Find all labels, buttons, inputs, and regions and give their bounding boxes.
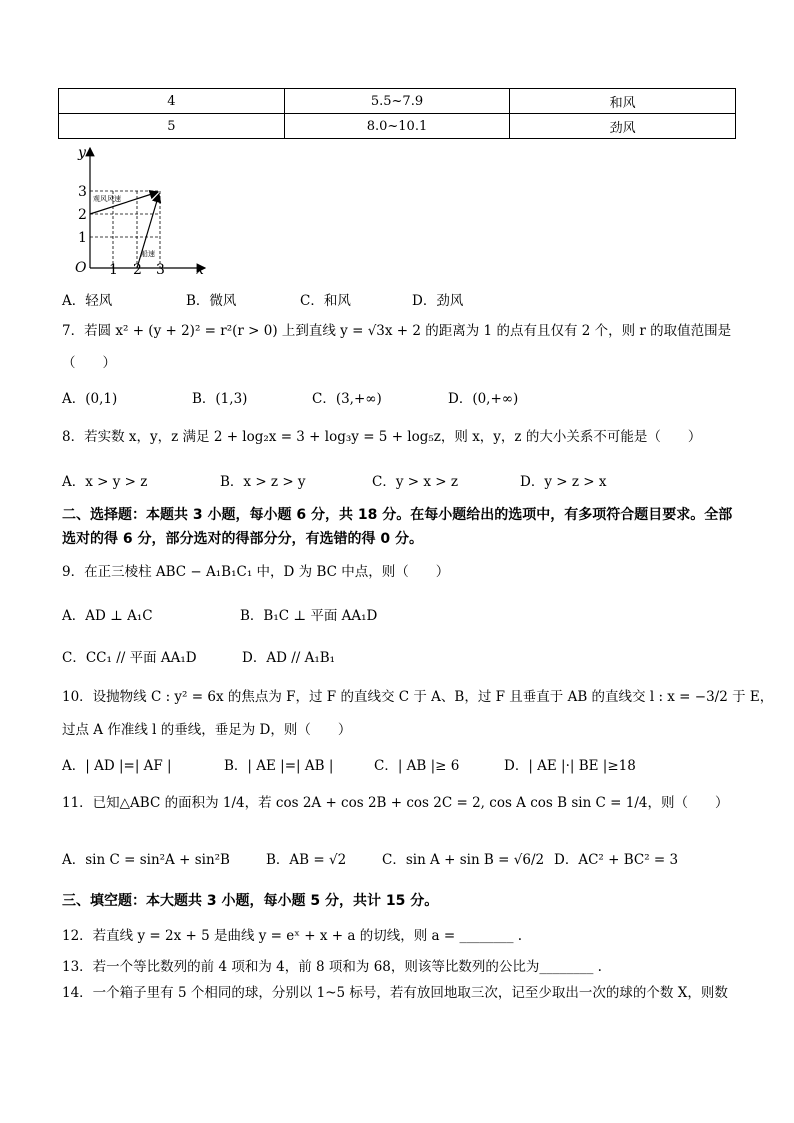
- option: C．CC₁ // 平面 AA₁D: [62, 650, 197, 666]
- q12-text: 12．若直线 y = 2x + 5 是曲线 y = eˣ + x + a 的切线，则 a = ________ .: [62, 928, 523, 944]
- option: A．| AD |=| AF |: [62, 758, 172, 774]
- table-cell: 5.5~7.9: [284, 89, 510, 114]
- q10-stem-line2: 过点 A 作准线 l 的垂线，垂足为 D，则（ ）: [62, 722, 352, 738]
- table-cell: 4: [59, 89, 285, 114]
- option: A．AD ⊥ A₁C: [62, 608, 153, 624]
- velocity-graph: [70, 143, 210, 278]
- q8-stem: 8．若实数 x，y，z 满足 2 + log₂x = 3 + log₃y = 5 + log₅z，则 x，y，z 的大小关系不可能是（ ）: [62, 429, 702, 445]
- option: C．(3,+∞): [312, 391, 382, 407]
- q7-paren: （ ）: [62, 355, 116, 371]
- table-cell: 5: [59, 114, 285, 139]
- option: C．y > x > z: [372, 474, 458, 490]
- q10-stem-line1: 10．设抛物线 C : y² = 6x 的焦点为 F，过 F 的直线交 C 于 A、B，过 F 且垂直于 AB 的直线交 l : x = −3/2 于 E，: [62, 689, 774, 705]
- q14-text: 14．一个箱子里有 5 个相同的球，分别以 1~5 标号，若有放回地取三次，记至少取出一次的球的个数 X，则数: [62, 985, 728, 1001]
- option: D．AC² + BC² = 3: [554, 852, 679, 868]
- ship-speed-label: 船速: [141, 250, 155, 258]
- x-axis-label: x: [196, 262, 204, 278]
- option: C．和风: [300, 293, 351, 309]
- option: B．AB = √2: [266, 852, 347, 868]
- x-tick-label: 2: [133, 262, 142, 278]
- table-cell: 劲风: [510, 114, 736, 139]
- y-tick-label: 1: [78, 230, 87, 246]
- option: A．sin C = sin²A + sin²B: [62, 852, 230, 868]
- y-tick-label: 3: [78, 184, 87, 200]
- option: B．B₁C ⊥ 平面 AA₁D: [240, 608, 378, 624]
- option: A．(0,1): [62, 391, 118, 407]
- option: D．| AE |·| BE |≥18: [504, 758, 636, 774]
- table-row: [59, 114, 736, 139]
- option: D．y > z > x: [520, 474, 607, 490]
- section-2-heading: 二、选择题：本题共 3 小题，每小题 6 分，共 18 分。在每小题给出的选项中，有多项符合题目要求。全部选对的得 6 分，部分选对的得部分分，有选错的得 0 分。: [62, 507, 733, 547]
- option: A．x > y > z: [62, 474, 148, 490]
- option: C．| AB |≥ 6: [374, 758, 460, 774]
- option: B．| AE |=| AB |: [224, 758, 334, 774]
- x-tick-label: 3: [156, 262, 165, 278]
- q13-text: 13．若一个等比数列的前 4 项和为 4，前 8 项和为 68，则该等比数列的公比为________ .: [62, 959, 602, 975]
- q7-stem: 7．若圆 x² + (y + 2)² = r²(r > 0) 上到直线 y = √3x + 2 的距离为 1 的点有且仅有 2 个，则 r 的取值范围是: [62, 323, 732, 339]
- real-wind-label: 观风风速: [93, 195, 121, 203]
- table-row: [59, 89, 736, 114]
- option: C．sin A + sin B = √6/2: [382, 852, 545, 868]
- option: B．x > z > y: [220, 474, 306, 490]
- wind-scale-table: [58, 88, 736, 139]
- option: B．(1,3): [192, 391, 248, 407]
- option: D．劲风: [412, 293, 464, 309]
- q11-stem: 11．已知△ABC 的面积为 1/4，若 cos 2A + cos 2B + cos 2C = 2, cos A cos B sin C = 1/4，则（ ）: [62, 795, 729, 811]
- option: D．AD // A₁B₁: [242, 650, 336, 666]
- table-cell: 和风: [510, 89, 736, 114]
- y-tick-label: 2: [78, 207, 87, 223]
- option: B．微风: [186, 293, 237, 309]
- option: D．(0,+∞): [448, 391, 519, 407]
- x-tick-label: 1: [109, 262, 118, 278]
- y-axis-label: y: [78, 145, 86, 161]
- q9-stem: 9．在正三棱柱 ABC − A₁B₁C₁ 中，D 为 BC 中点，则（ ）: [62, 564, 450, 580]
- section-3-heading: 三、填空题：本大题共 3 小题，每小题 5 分，共计 15 分。: [62, 893, 439, 909]
- option: A．轻风: [62, 293, 113, 309]
- origin-label: O: [75, 260, 87, 276]
- table-cell: 8.0~10.1: [284, 114, 510, 139]
